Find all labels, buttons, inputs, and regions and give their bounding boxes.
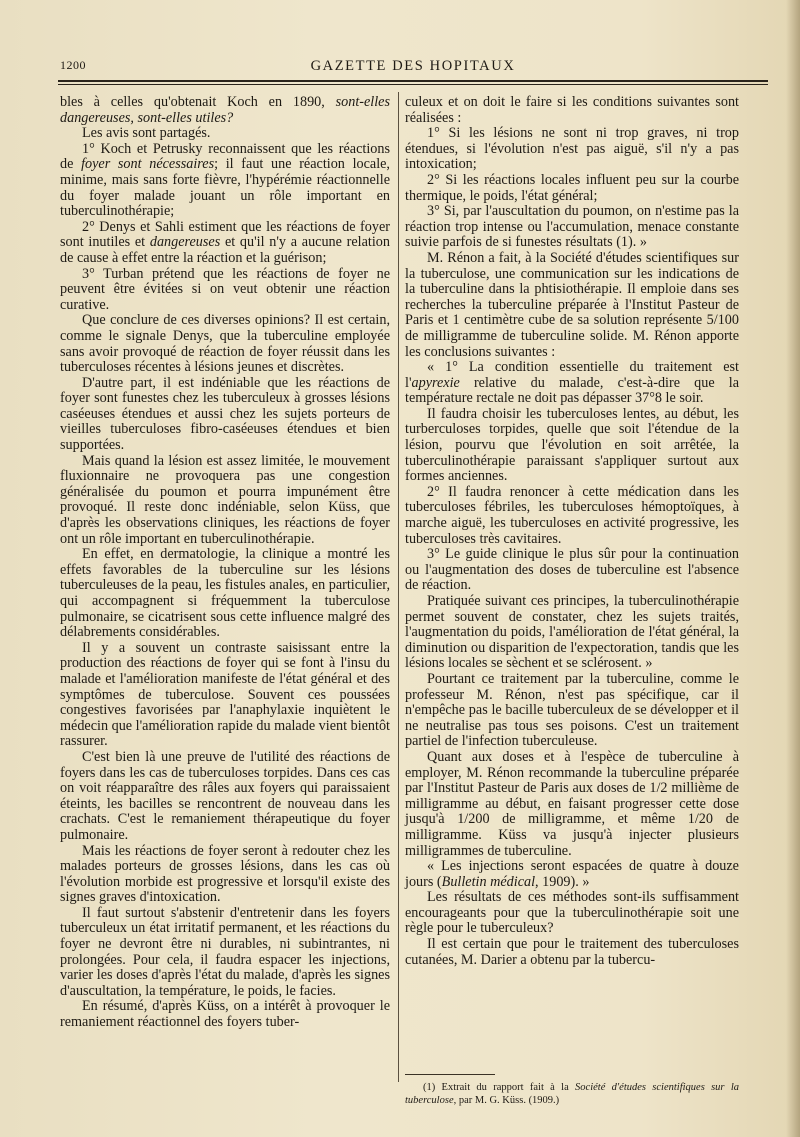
paragraph	[60, 142, 390, 220]
paragraph	[405, 173, 739, 204]
text-run: Quant aux doses et à l'espèce de tuberculine à employer, M. Rénon recommande la tuberculine préparée par l'Institut Pasteur de Paris aux doses de 1/2 millième de milligramme au début, en faisant progresser cette dose jusqu'à 1/200 de milligramme, et même 1/20 de milligramme. Küss va jusqu'à injecter plusieurs milligrammes de tuberculine.	[405, 748, 739, 859]
text-run: 2° Si les réactions locales influent peu sur la courbe thermique, le poids, l'état général;	[405, 171, 739, 204]
paragraph	[405, 547, 739, 594]
text-run: Les avis sont partagés.	[82, 125, 211, 142]
text-run: 3° Turban prétend que les réactions de foyer ne peuvent être évitées si on veut obtenir une réaction curative.	[60, 265, 390, 313]
text-run: M. Rénon a fait, à la Société d'études scientifiques sur la tuberculose, une communication sur les indications de la tuberculine dans la phtisiothérapie. Il emploie dans ses recherches la tuberculine préparée à l'Institut Pasteur de Paris et 1 centimètre cube de sa solution représente 5/100 de milligramme de tuberculine solide. M. Rénon apporte les conclusions suivantes :	[405, 249, 739, 360]
paragraph	[405, 126, 739, 173]
text-run: 3° Le guide clinique le plus sûr pour la continuation ou l'augmentation des doses de tuberculine est l'absence de réaction.	[405, 546, 739, 594]
paragraph	[60, 95, 390, 126]
journal-title: GAZETTE DES HOPITAUX	[310, 58, 516, 74]
text-run: En résumé, d'après Küss, on a intérêt à provoquer le remaniement réactionnel des foyers tuber-	[60, 998, 390, 1031]
header-rule-thick	[58, 80, 768, 82]
right-column	[405, 95, 739, 968]
paragraph	[60, 376, 390, 454]
paragraph	[405, 360, 739, 407]
text-run: (1) Extrait du rapport fait à la	[423, 1082, 576, 1093]
paragraph	[405, 672, 739, 750]
paragraph	[405, 485, 739, 547]
paragraph	[405, 937, 739, 968]
paragraph	[405, 594, 739, 672]
paragraph	[60, 999, 390, 1030]
text-run: Il est certain que pour le traitement des tuberculoses cutanées, M. Darier a obtenu par la tubercu-	[405, 936, 739, 968]
text-run: , par M. G. Küss. (1909.)	[453, 1095, 560, 1106]
text-run: 1° Si les lésions ne sont ni trop graves, ni trop étendues, si l'évolution n'est pas aiguë, s'il n'y a pas intoxication;	[405, 125, 739, 173]
text-run: culeux et on doit le faire si les conditions suivantes sont réalisées :	[405, 94, 739, 126]
left-column	[60, 95, 390, 1031]
paragraph	[60, 844, 390, 906]
paragraph	[405, 251, 739, 360]
paragraph	[60, 313, 390, 375]
paragraph	[60, 267, 390, 314]
text-run: Pourtant ce traitement par la tuberculine, comme le professeur M. Rénon, n'est pas spécifique, car il n'empêche pas le bacille tuberculeux de se développer et il ne neutralise pas tous ses poisons. C'est un traitement partiel de l'infection tuberculeuse.	[405, 670, 739, 750]
paragraph	[60, 454, 390, 548]
text-run: D'autre part, il est indéniable que les réactions de foyer sont funestes chez les tuberculeux à grosses lésions caséeuses étendues et aussi chez les sujets porteurs de vieilles tuberculoses fibro-caséeuses étendues et bien supportées.	[60, 374, 390, 454]
column-divider	[398, 92, 399, 1082]
paragraph	[60, 641, 390, 750]
footnote	[405, 1081, 739, 1107]
text-run: ; il faut une réaction locale, minime, mais sans forte fièvre, l'hypérémie réactionnelle du foyer malade jouant un rôle important en tuberculinothérapie;	[60, 156, 390, 220]
page-header	[58, 58, 768, 80]
text-run: 3° Si, par l'auscultation du poumon, on n'estime pas la réaction trop intense ou l'accumulation, menace constante suivie parfois de si funestes résultats (1). »	[405, 203, 739, 251]
text-run: Mais les réactions de foyer seront à redouter chez les malades porteurs de grosses lésions, dans les cas où l'évolution morbide est progressive et lorsqu'il existe des signes graves d'intoxication.	[60, 842, 390, 906]
text-run: 1° Koch et Petrusky reconnaissent que les réactions de	[60, 140, 390, 173]
text-run: relative du malade, c'est-à-dire que la température rectale ne doit pas dépasser 37°8 le soir.	[405, 374, 739, 407]
text-run: Il faudra choisir les tuberculoses lentes, au début, les turberculoses torpides, quelle que soit l'étendue de la lésion, pourvu que l'évolution en soit arrêtée, la tuberculinothérapie paraissant s'appliquer surtout aux formes anciennes.	[405, 405, 739, 485]
text-run: Les résultats de ces méthodes sont-ils suffisamment encourageants pour que la tuberculinothérapie soit une règle pour le tuberculeux?	[405, 889, 739, 937]
text-run: Il faut surtout s'abstenir d'entretenir dans les foyers tuberculeux un état irritatif permanent, et les réactions du foyer ne devront être ni durables, ni subintrantes, ni prolongées. Pour cela, il faudra espacer les injections, varier les doses d'après l'état du malade, d'après les signes d'auscultation, la température, le poids, le facies.	[60, 904, 390, 999]
paragraph	[405, 890, 739, 937]
paragraph	[60, 126, 390, 142]
text-run: « Les injections seront espacées de quatre à douze jours (	[405, 858, 739, 890]
italic-text-run: apyrexie	[411, 374, 460, 391]
paragraph	[405, 859, 739, 890]
italic-text-run: dangereuses	[149, 234, 221, 251]
footnote-rule	[405, 1074, 495, 1075]
paragraph	[60, 220, 390, 267]
page-edge-shadow	[786, 0, 800, 1137]
paragraph	[405, 407, 739, 485]
paragraph	[60, 750, 390, 844]
text-run: Mais quand la lésion est assez limitée, le mouvement fluxionnaire ne provoquera pas une congestion généralisée du poumon et pourra impunément être provoqué. Il reste donc indéniable, selon Küss, que d'après les observations cliniques, les réactions de foyer ont un rôle important en tuberculinothérapie.	[60, 452, 390, 547]
paragraph	[405, 750, 739, 859]
paragraph	[405, 204, 739, 251]
text-run: 2° Denys et Sahli estiment que les réactions de foyer sont inutiles et	[60, 218, 390, 251]
text-run: En effet, en dermatologie, la clinique a montré les effets favorables de la tuberculine sur les lésions tuberculeuses de la peau, les fistules anales, en particulier, qui accompagnent si fréquemment la tuberculose pulmonaire, se cicatrisent sous cette influence malgré des délabrements considérables.	[60, 546, 390, 641]
header-rule-thin	[58, 84, 768, 85]
text-run: C'est bien là une preuve de l'utilité des réactions de foyers dans les cas de tuberculoses torpides. Dans ces cas on voit réapparaître des râles aux foyers qui paraissaient éteints, les bacilles se rencontrent de nouveau dans les crachats. C'est le remaniement thérapeutique du foyer pulmonaire.	[60, 748, 390, 843]
text-run: Pratiquée suivant ces principes, la tuberculinothérapie permet souvent de constater, chez les sujets traités, l'augmentation du poids, l'amélioration de l'état général, la diminution ou disparition de l'expectoration, tandis que les lésions locales se sèchent et se sclérosent. »	[405, 593, 739, 672]
text-run: 2° Il faudra renoncer à cette médication dans les tuberculoses fébriles, les tuberculoses hémoptoïques, à marche aiguë, les tuberculoses en activité progressive, les tuberculoses très cavitaires.	[405, 483, 739, 547]
text-run: Il y a souvent un contraste saisissant entre la production des réactions de foyer qui se font à l'insu du malade et l'amélioration manifeste de l'état général et des symptômes de tuberculose. Souvent ces poussées congestives favorisées par l'anaphylaxie inquiètent le médecin que l'amélioration rapide du malade vient bientôt rassurer.	[60, 639, 390, 750]
text-run: et qu'il n'y a aucune relation de cause à effet entre la réaction et la guérison;	[60, 234, 390, 266]
text-run: Que conclure de ces diverses opinions? Il est certain, comme le signale Denys, que la tuberculine employée sans avoir provoqué de réaction de foyer réussit dans les tuberculoses récentes à lésions jeunes et discrètes.	[60, 312, 390, 376]
italic-text-run: sont-elles dangereuses, sont-elles utiles?	[60, 94, 390, 126]
text-run: , 1909). »	[535, 873, 590, 890]
italic-text-run: foyer sont nécessaires	[81, 156, 215, 173]
paragraph	[60, 906, 390, 1000]
text-run: bles à celles qu'obtenait Koch en 1890,	[60, 94, 336, 110]
italic-text-run: Société d'études scientifiques sur la tuberculose	[405, 1082, 740, 1106]
text-run: « 1° La condition essentielle du traitement est l'	[405, 359, 739, 391]
page-number: 1200	[60, 58, 86, 72]
paragraph	[60, 547, 390, 641]
italic-text-run: Bulletin médical	[441, 873, 536, 890]
paragraph	[405, 95, 739, 126]
